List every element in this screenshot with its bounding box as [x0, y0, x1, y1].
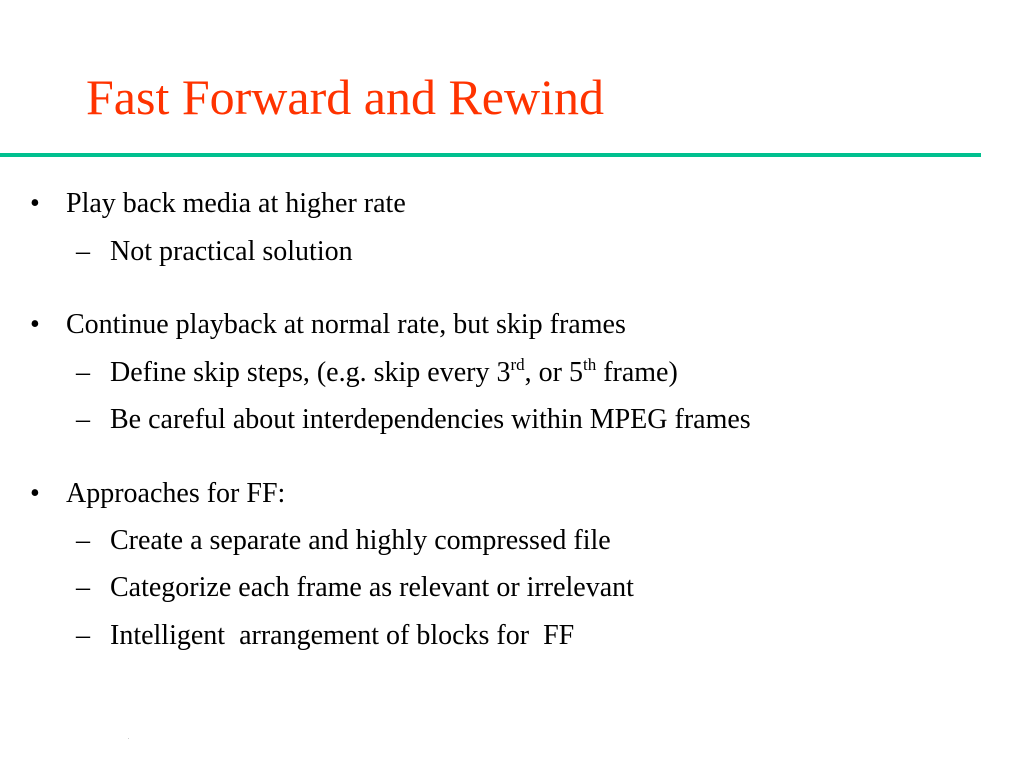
dash-icon: – [76, 620, 90, 651]
sub-item-text: Create a separate and highly compressed file [110, 525, 611, 556]
bullet-icon: • [30, 188, 40, 219]
bullet-text: Play back media at higher rate [66, 188, 406, 219]
text-segment: , or 5 [524, 357, 583, 388]
bullet-icon: • [30, 478, 40, 509]
dash-icon: – [76, 357, 90, 388]
dash-icon: – [76, 572, 90, 603]
sub-item-text [110, 356, 678, 390]
dash-icon: – [76, 236, 90, 267]
sub-item-text: Categorize each frame as relevant or irrelevant [110, 572, 634, 603]
ordinal-superscript: th [582, 355, 597, 374]
sub-item-text: Not practical solution [110, 236, 353, 267]
sub-item-text: Be careful about interdependencies within MPEG frames [110, 404, 751, 435]
decorative-dot [128, 738, 129, 739]
bullet-text: Continue playback at normal rate, but skip frames [66, 309, 626, 340]
bullet-icon: • [30, 309, 40, 340]
slide-title: Fast Forward and Rewind [86, 69, 604, 125]
ordinal-superscript: rd [510, 355, 525, 374]
text-segment: frame) [596, 357, 678, 388]
dash-icon: – [76, 404, 90, 435]
bullet-text: Approaches for FF: [66, 478, 286, 509]
dash-icon: – [76, 525, 90, 556]
sub-item-text: Intelligent arrangement of blocks for FF [110, 620, 575, 651]
text-segment: Define skip steps, (e.g. skip every 3 [110, 357, 511, 388]
title-divider [0, 153, 981, 157]
